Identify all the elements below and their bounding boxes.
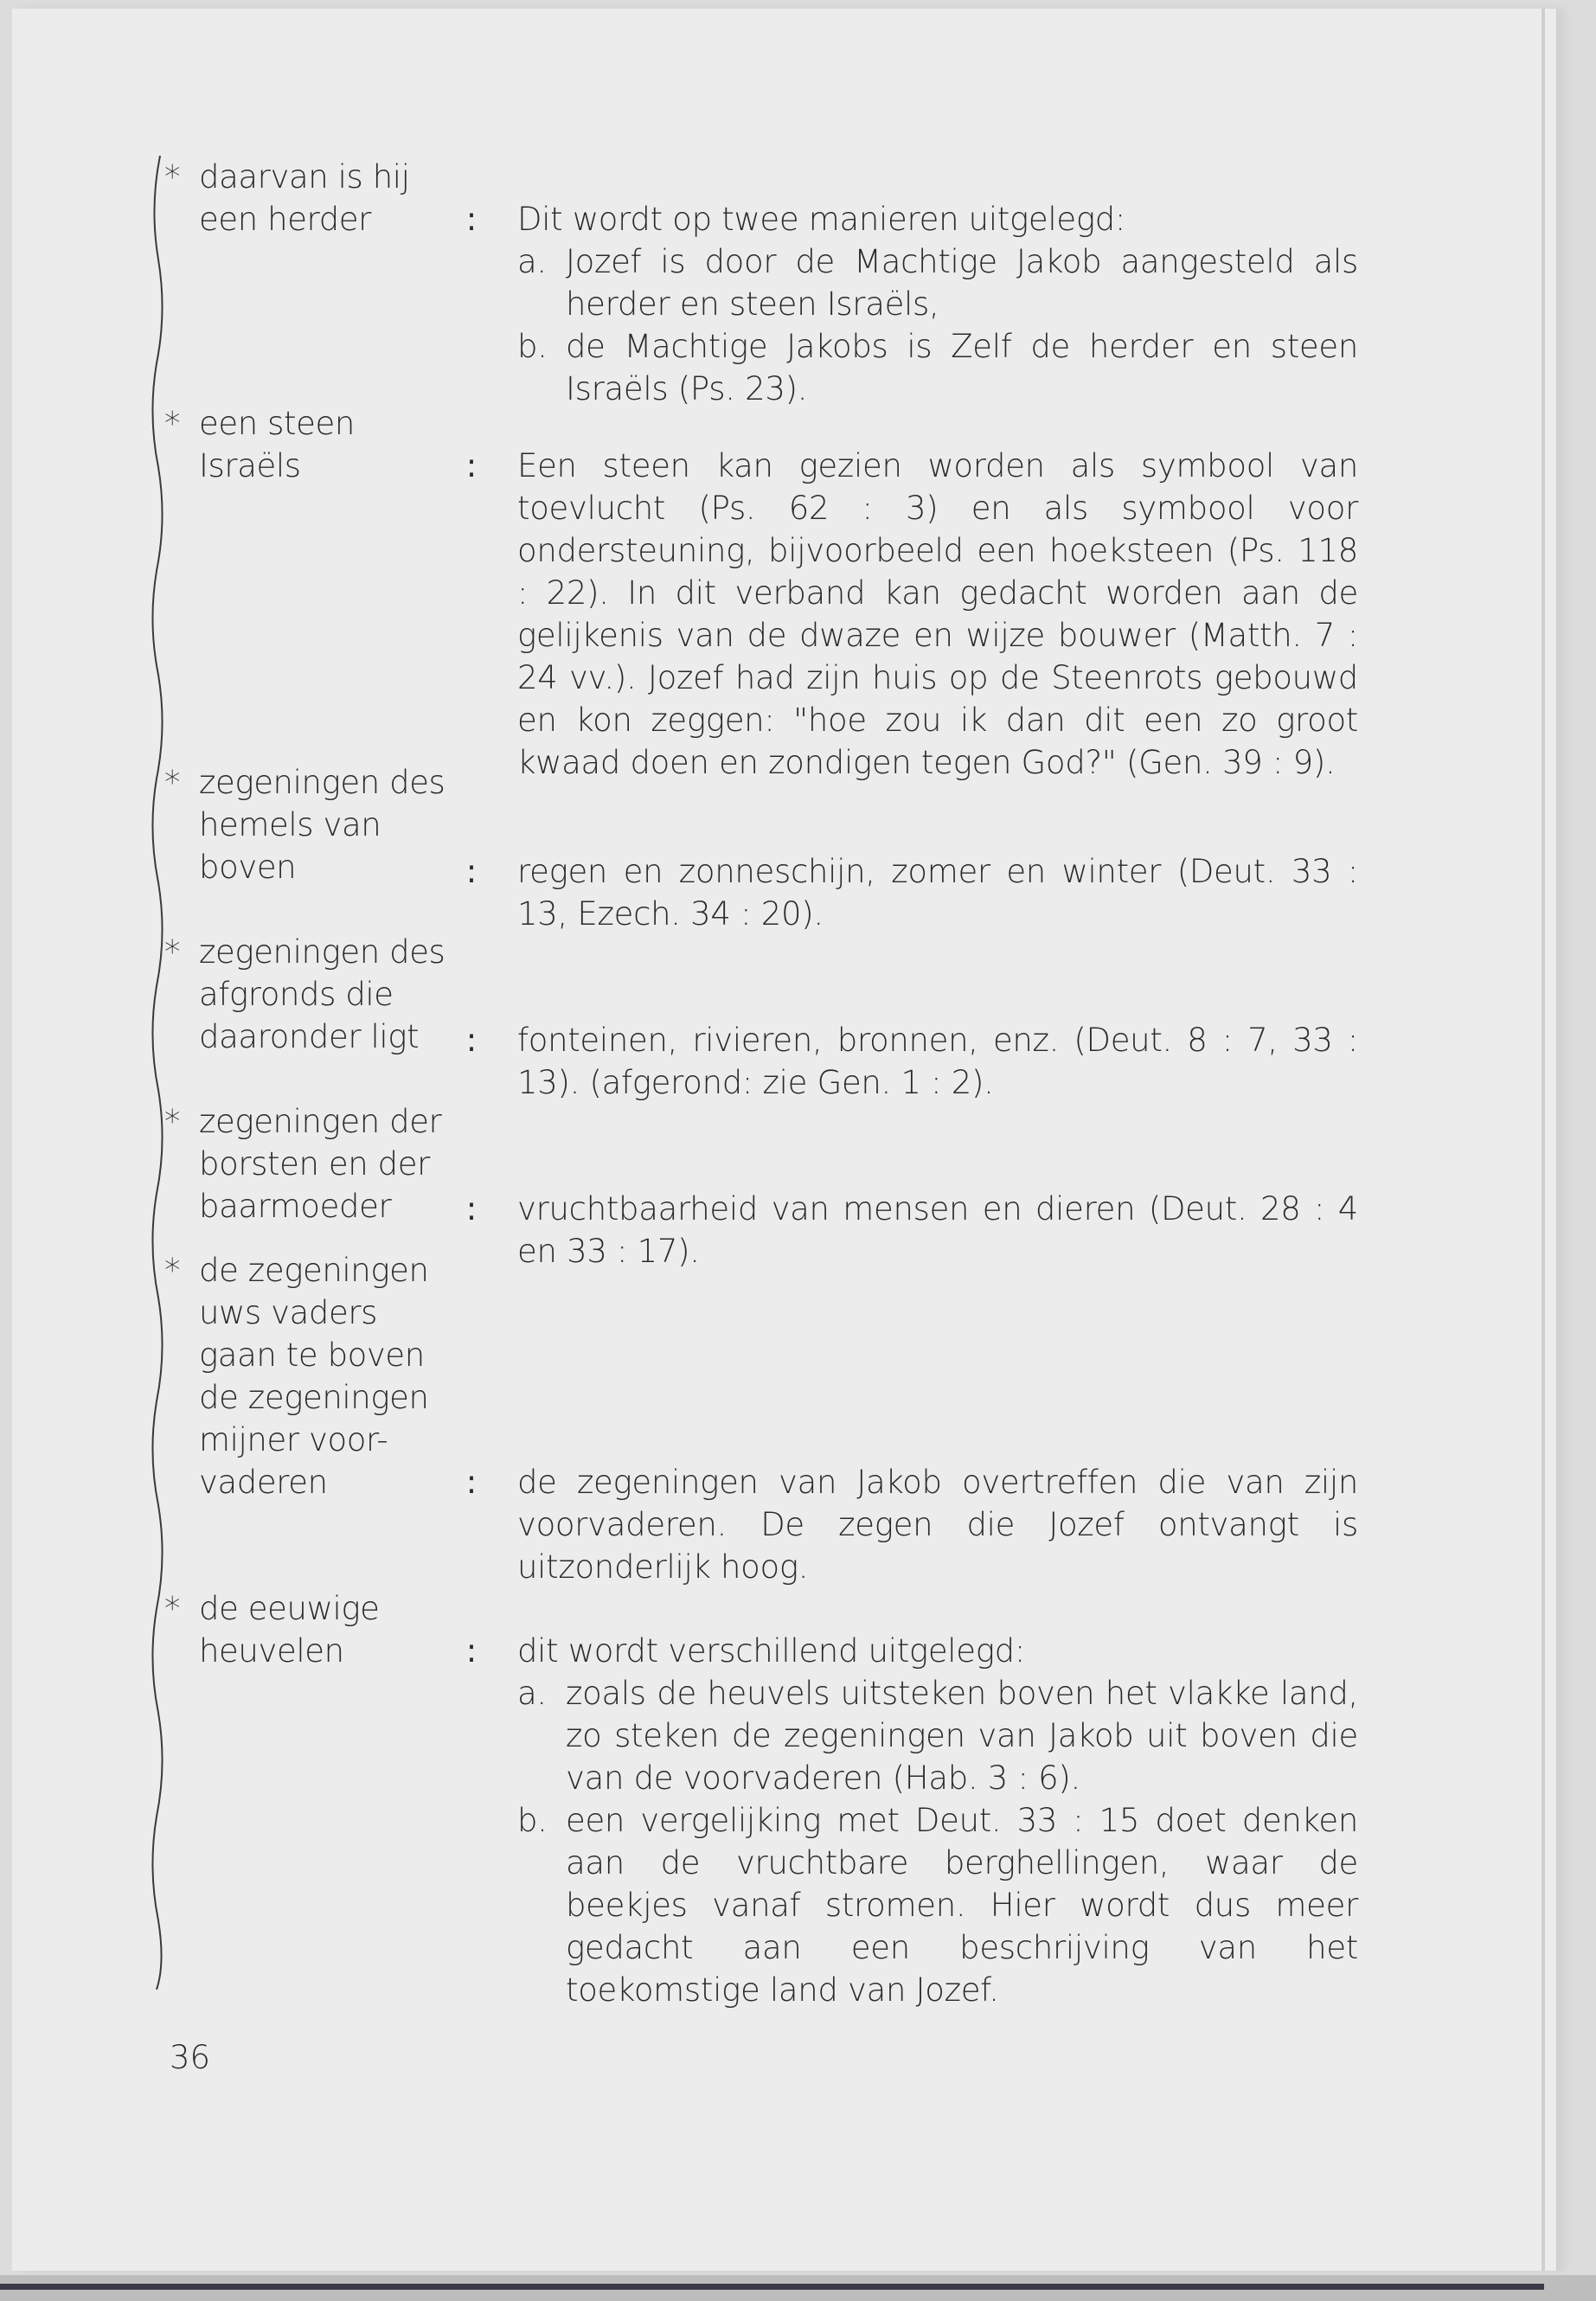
term-line: boven [199, 849, 297, 886]
definition-3 [517, 850, 1358, 935]
item-label: b. [517, 1802, 548, 1839]
asterisk-icon: * [164, 405, 181, 442]
item-label: b. [517, 328, 548, 365]
colon-separator: : [465, 1464, 478, 1501]
term-line: afgronds die [199, 976, 394, 1013]
term-7 [164, 1587, 458, 1672]
item-label: a. [517, 1675, 547, 1712]
colon-separator: : [465, 1632, 478, 1670]
asterisk-icon: * [164, 933, 181, 971]
term-line: de zegeningen [199, 1379, 429, 1416]
item-text: de Machtige Jakobs is Zelf de herder en steen Israëls (Ps. 23). [566, 328, 1358, 407]
term-line: zegeningen der [199, 1103, 442, 1140]
page-edge [1542, 9, 1545, 2271]
term-line: mijner voor- [199, 1421, 388, 1458]
item-text: zoals de heuvels uitsteken boven het vlakke land, zo steken de zegeningen van Jakob uit boven die van de voorvaderen (Hab. 3 : 6). [566, 1675, 1358, 1797]
term-2 [164, 402, 458, 487]
definition-4 [517, 1019, 1358, 1104]
definition-1 [517, 198, 1358, 410]
term-3 [164, 761, 458, 888]
asterisk-icon: * [164, 1252, 181, 1289]
item-text: Jozef is door de Machtige Jakob aangesteld als herder en steen Israëls, [566, 243, 1358, 323]
term-1 [164, 156, 458, 240]
scan-border [0, 2275, 1596, 2301]
term-line: hemels van [199, 806, 381, 843]
definition-5 [517, 1188, 1358, 1272]
page-number: 36 [170, 2039, 211, 2076]
colon-separator: : [465, 447, 478, 484]
definition-item [517, 1799, 1358, 2011]
definition-intro: Dit wordt op twee manieren uitgelegd: [517, 201, 1126, 238]
asterisk-icon: * [164, 158, 181, 195]
definition-7 [517, 1630, 1358, 2011]
term-line: vaderen [199, 1464, 328, 1501]
colon-separator: : [465, 853, 478, 890]
colon-separator: : [465, 1190, 478, 1227]
term-line: uws vaders [199, 1294, 378, 1331]
term-line: een herder [199, 201, 371, 238]
definition-text: regen en zonneschijn, zomer en winter (Deut. 33 : 13, Ezech. 34 : 20). [517, 853, 1358, 933]
definition-text: de zegeningen van Jakob overtreffen die van zijn voorvaderen. De zegen die Jozef ontvangt is uitzonderlijk hoog. [517, 1464, 1358, 1586]
asterisk-icon: * [164, 1590, 181, 1627]
term-line: baarmoeder [199, 1188, 392, 1225]
definition-6 [517, 1461, 1358, 1588]
asterisk-icon: * [164, 1103, 181, 1140]
definition-text: Een steen kan gezien worden als symbool van toevlucht (Ps. 62 : 3) en als symbool voor ondersteuning, bijvoorbeeld een hoeksteen (Ps. 118 : 22). In dit verband kan gedacht worden aan de gelijkenis van de dwaze en wijze bouwer (Matth. 7 : 24 vv.). Jozef had zijn huis op de Steenrots gebouwd en kon zeggen: "hoe zou ik dan dit een zo groot kwaad doen en zondigen tegen God?" (Gen. 39 : 9). [517, 447, 1358, 781]
definition-item [517, 240, 1358, 325]
item-text: een vergelijking met Deut. 33 : 15 doet denken aan de vruchtbare berghellingen, waar de beekjes vanaf stromen. Hier wordt dus meer gedacht aan een beschrijving van het toekomstige land van Jozef. [566, 1802, 1358, 2009]
term-line: zegeningen des [199, 933, 445, 971]
definition-text: vruchtbaarheid van mensen en dieren (Deut. 28 : 4 en 33 : 17). [517, 1190, 1358, 1270]
term-line: een steen [199, 405, 355, 442]
colon-separator: : [465, 1022, 478, 1059]
term-line: daaronder ligt [199, 1018, 420, 1055]
colon-separator: : [465, 201, 478, 238]
definition-item [517, 1672, 1358, 1799]
term-4 [164, 931, 458, 1058]
definition-intro: dit wordt verschillend uitgelegd: [517, 1632, 1025, 1670]
term-line: heuvelen [199, 1632, 344, 1670]
item-label: a. [517, 243, 547, 280]
asterisk-icon: * [164, 764, 181, 801]
term-5 [164, 1100, 458, 1227]
term-line: Israëls [199, 447, 301, 484]
term-line: daarvan is hij [199, 158, 410, 195]
definition-2 [517, 445, 1358, 784]
term-line: zegeningen des [199, 764, 445, 801]
definition-text: fonteinen, rivieren, bronnen, enz. (Deut. 8 : 7, 33 : 13). (afgerond: zie Gen. 1 : 2). [517, 1022, 1358, 1101]
definition-item [517, 325, 1358, 410]
term-line: de zegeningen [199, 1252, 429, 1289]
term-line: gaan te boven [199, 1336, 425, 1374]
term-line: borsten en der [199, 1145, 430, 1183]
term-6 [164, 1249, 458, 1503]
term-line: de eeuwige [199, 1590, 380, 1627]
